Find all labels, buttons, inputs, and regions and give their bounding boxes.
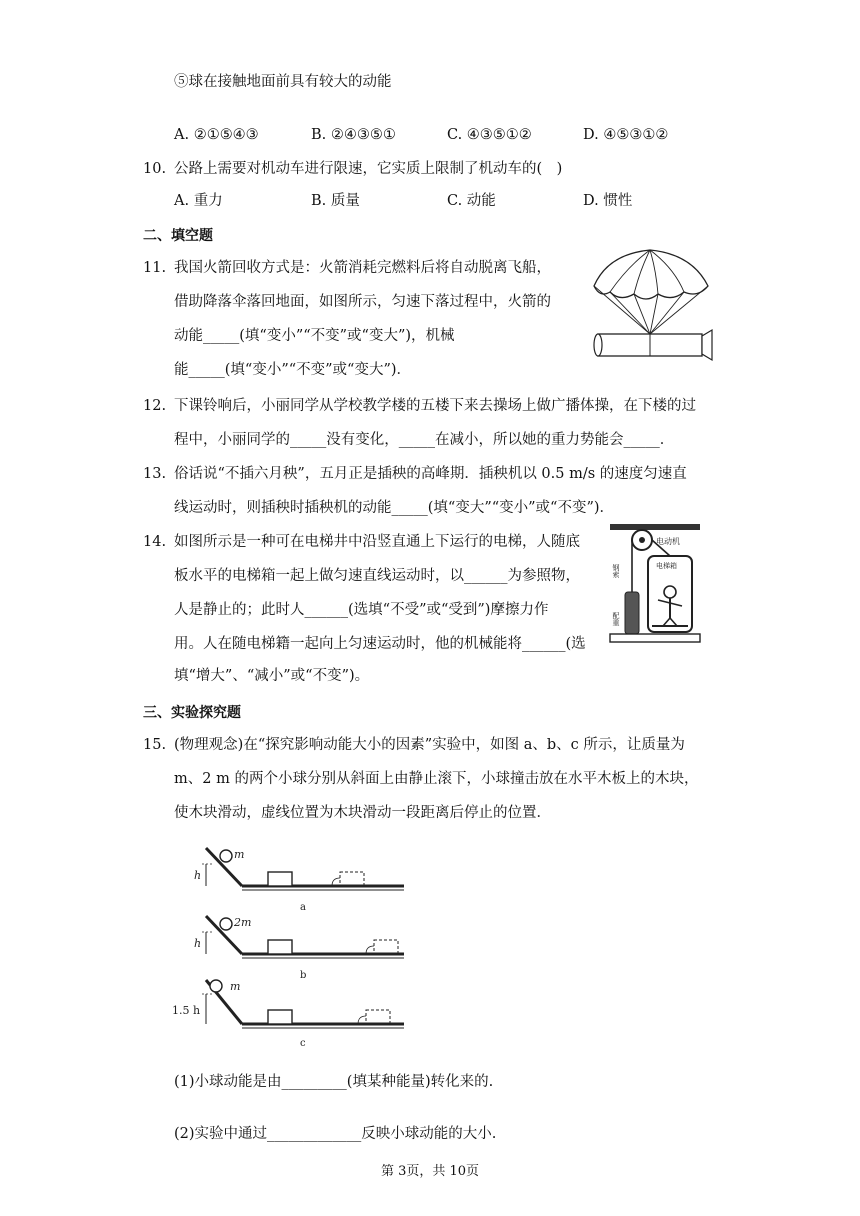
- q11-line-3: 动能_____(填“变小”“不变”或“变大”)，机械: [174, 328, 455, 344]
- q15-line-3: 使木块滑动，虚线位置为木块滑动一段距离后停止的位置．: [174, 805, 551, 821]
- elevator-figure: [608, 522, 703, 646]
- counterweight-label: 配重: [612, 612, 620, 626]
- q11-number: 11.: [143, 260, 167, 276]
- page-footer: 第 3页，共 10页: [380, 1164, 480, 1179]
- height-label-b: h: [194, 937, 202, 950]
- caption-a: a: [300, 902, 306, 913]
- q10-option-d: D. 惯性: [583, 193, 633, 209]
- q15-sub-2: (2)实验中通过_____________反映小球动能的大小.: [174, 1126, 497, 1142]
- q14-line-3: 人是静止的；此时人______(选填“不受”或“受到”)摩擦力作: [174, 602, 549, 618]
- caption-b: b: [300, 970, 307, 981]
- experiment-a: [194, 848, 404, 913]
- q9-option-d: D. ④⑤③①②: [583, 127, 669, 143]
- q15-sub-1: (1)小球动能是由_________(填某种能量)转化来的.: [174, 1074, 494, 1090]
- experiment-b: [194, 916, 404, 981]
- q14-number: 14.: [143, 534, 167, 550]
- section-experiment-heading: 三、实验探究题: [143, 705, 241, 721]
- q10-text: 公路上需要对机动车进行限速，它实质上限制了机动车的( ): [174, 161, 563, 177]
- q10-option-c: C. 动能: [447, 193, 496, 209]
- q10-number: 10.: [143, 161, 167, 177]
- q10-option-b: B. 质量: [311, 193, 360, 209]
- q14-line-1: 如图所示是一种可在电梯井中沿竖直通上下运行的电梯，人随底: [174, 534, 580, 550]
- q13-line-1: 俗话说“不插六月秧”，五月正是插秧的高峰期．插秧机以 0.5 m/s 的速度匀速直: [174, 466, 687, 482]
- q14-line-2: 板水平的电梯箱一起上做匀速直线运动时，以______为参照物，: [174, 568, 580, 584]
- cable-label: 钢索: [612, 564, 620, 578]
- q13-number: 13.: [143, 466, 167, 482]
- section-fill-in-heading: 二、填空题: [143, 228, 213, 244]
- caption-c: c: [300, 1038, 306, 1049]
- q11-line-1: 我国火箭回收方式是：火箭消耗完燃料后将自动脱离飞船，: [174, 260, 551, 276]
- parachute-rocket-figure: [588, 246, 718, 364]
- q11-line-2: 借助降落伞落回地面，如图所示，匀速下落过程中，火箭的: [174, 294, 551, 310]
- mass-label-c: m: [230, 980, 241, 993]
- q9-option-c: C. ④③⑤①②: [447, 127, 532, 143]
- motor-label: 电动机: [656, 537, 680, 546]
- q11-line-4: 能_____(填“变小”“不变”或“变大”)．: [174, 362, 412, 378]
- q14-line-4: 用。人在随电梯籍一起向上匀速运动时，他的机械能将______(选: [174, 636, 586, 652]
- mass-label-a: m: [234, 848, 245, 861]
- q15-line-1: (物理观念)在“探究影响动能大小的因素”实验中，如图 a、b、c 所示，让质量为: [174, 737, 685, 753]
- q15-number: 15.: [143, 737, 167, 753]
- q12-number: 12.: [143, 398, 167, 414]
- height-label-c: 1.5 h: [172, 1004, 201, 1017]
- q9-item5: ⑤球在接触地面前具有较大的动能: [174, 74, 392, 90]
- q15-line-2: m、2 m 的两个小球分别从斜面上由静止滚下，小球撞击放在水平木板上的木块，: [174, 771, 699, 787]
- q14-line-5: 填“增大”、“减小”或“不变”)。: [174, 668, 370, 684]
- q13-line-2: 线运动时，则插秧时插秧机的动能_____(填“变大”“变小”或“不变”)．: [174, 500, 615, 516]
- experiment-c: [172, 980, 404, 1049]
- q9-option-a: A. ②①⑤④③: [174, 127, 259, 143]
- q9-option-b: B. ②④③⑤①: [311, 127, 396, 143]
- height-label-a: h: [194, 869, 202, 882]
- mass-label-b: 2m: [234, 916, 252, 929]
- q10-option-a: A. 重力: [174, 193, 223, 209]
- car-label: 电梯箱: [656, 562, 677, 570]
- q12-line-2: 程中，小丽同学的_____没有变化，_____在减小，所以她的重力势能会_____．: [174, 432, 675, 448]
- ramp-experiment-figure: [170, 842, 410, 1048]
- q12-line-1: 下课铃响后，小丽同学从学校教学楼的五楼下来去操场上做广播体操，在下楼的过: [174, 398, 696, 414]
